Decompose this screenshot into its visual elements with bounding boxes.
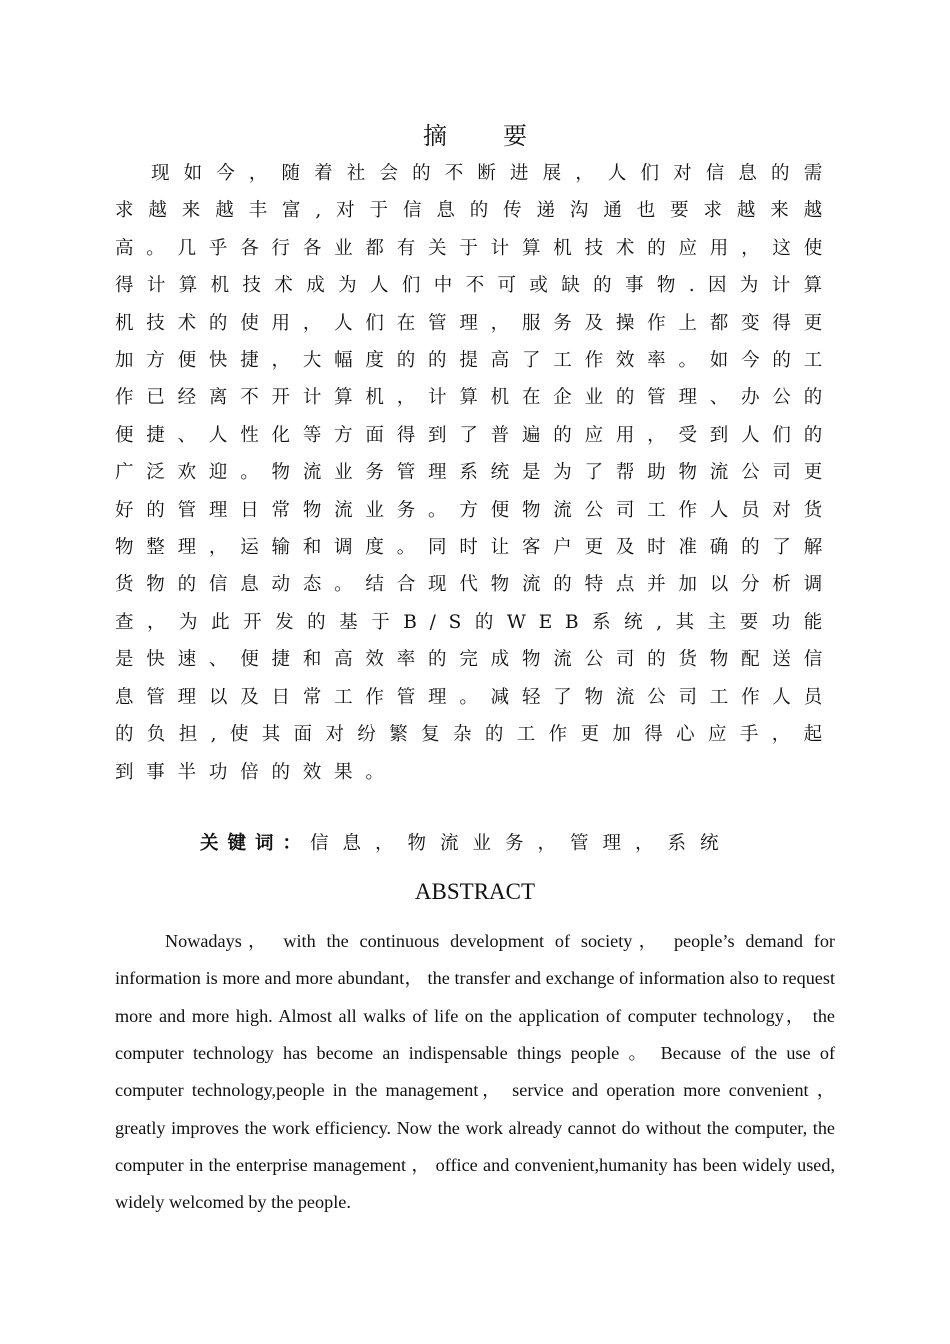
abstract-cn-title [0,118,950,154]
abstract-cn-title-right: 要 [503,122,527,150]
abstract-cn-body: 现如今，随着社会的不断进展，人们对信息的需求越来越丰富,对于信息的传递沟通也要求越来越高。几乎各行各业都有关于计算机技术的应用，这使得计算机技术成为人们中不可或缺的事物.因为计算机技术的使用，人们在管理，服务及操作上都变得更加方便快捷，大幅度的的提高了工作效率。如今的工作已经离不开计算机，计算机在企业的管理、办公的便捷、人性化等方面得到了普遍的应用，受到人们的广泛欢迎。物流业务管理系统是为了帮助物流公司更好的管理日常物流业务。方便物流公司工作人员对货物整理，运输和调度。同时让客户更及时准确的了解货物的信息动态。结合现代物流的特点并加以分析调查，为此开发的基于B/S的WEB系统,其主要功能是快速、便捷和高效率的完成物流公司的货物配送信息管理以及日常工作管理。减轻了物流公司工作人员的负担,使其面对纷繁复杂的工作更加得心应手，起到事半功倍的效果。 [115,163,835,783]
abstract-en-title: ABSTRACT [414,879,536,904]
keywords-text: 信息，物流业务，管理，系统 [310,833,733,854]
keywords-label: 关键词： [200,833,311,854]
abstract-en-body: Nowadays， with the continuous development of society， people’s demand for information is more and more abundant， the transfer and exchange of information also to request more and more high. Almost all walks of life on the application of computer technology， the computer technology has become an indispensable things people 。 Because of the use of computer technology,people in the management， service and operation more convenient ， greatly improves the work efficiency. Now the work already cannot do without the computer, the computer in the enterprise management ， office and convenient,humanity has been widely used, widely welcomed by the people. [115,931,835,1213]
abstract-cn-keywords [200,826,840,862]
abstract-cn-title-left: 摘 [423,122,447,150]
